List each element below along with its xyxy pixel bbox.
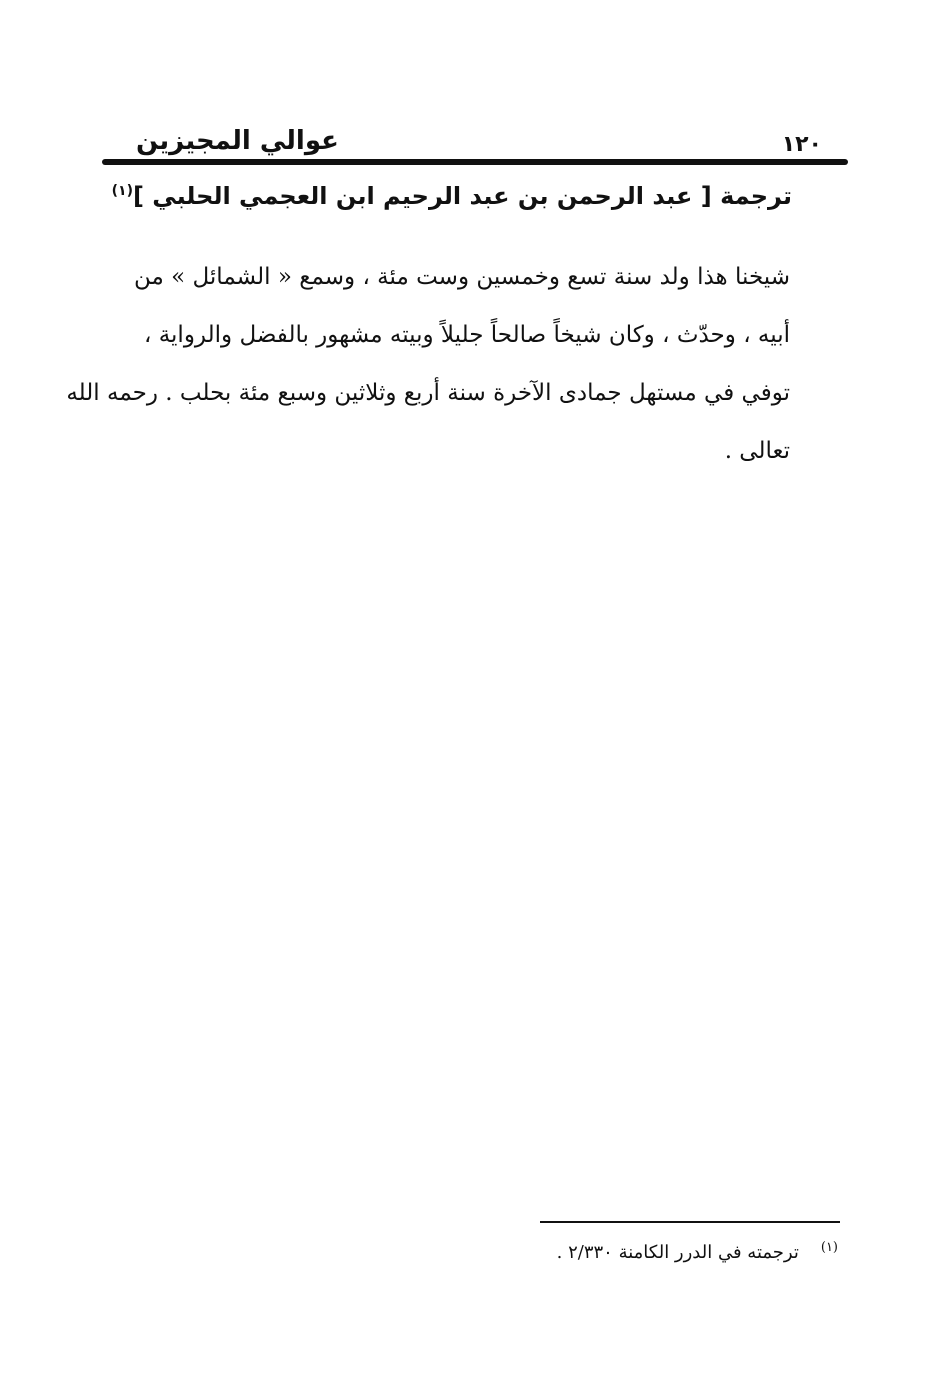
body-line: تعالى . xyxy=(724,438,790,464)
body-line: أبيه ، وحدّث ، وكان شيخاً صالحاً جليلاً وبيته مشهور بالفضل والرواية ، xyxy=(143,322,790,348)
body-line: شيخنا هذا ولد سنة تسع وخمسين وست مئة ، وسمع « الشمائل » من xyxy=(133,264,790,290)
footnote xyxy=(460,1240,838,1270)
body-paragraph xyxy=(66,248,790,480)
page-number: ١٢٠ xyxy=(781,132,822,157)
heading-footnote-marker: (١) xyxy=(111,183,133,199)
footnote-marker: (١) xyxy=(820,1240,838,1255)
running-title: عوالي المجيزين xyxy=(136,126,339,156)
section-heading-text: ترجمة [ عبد الرحمن بن عبد الرحيم ابن العجمي الحلبي ] xyxy=(132,182,792,210)
section-heading xyxy=(102,182,792,228)
body-line: توفي في مستهل جمادى الآخرة سنة أربع وثلاثين وسبع مئة بحلب . رحمه الله xyxy=(66,380,790,406)
footnote-text: ترجمته في الدرر الكامنة ٢/٣٣٠ . xyxy=(556,1242,799,1263)
header-rule xyxy=(102,159,848,165)
footnote-rule xyxy=(540,1221,840,1223)
